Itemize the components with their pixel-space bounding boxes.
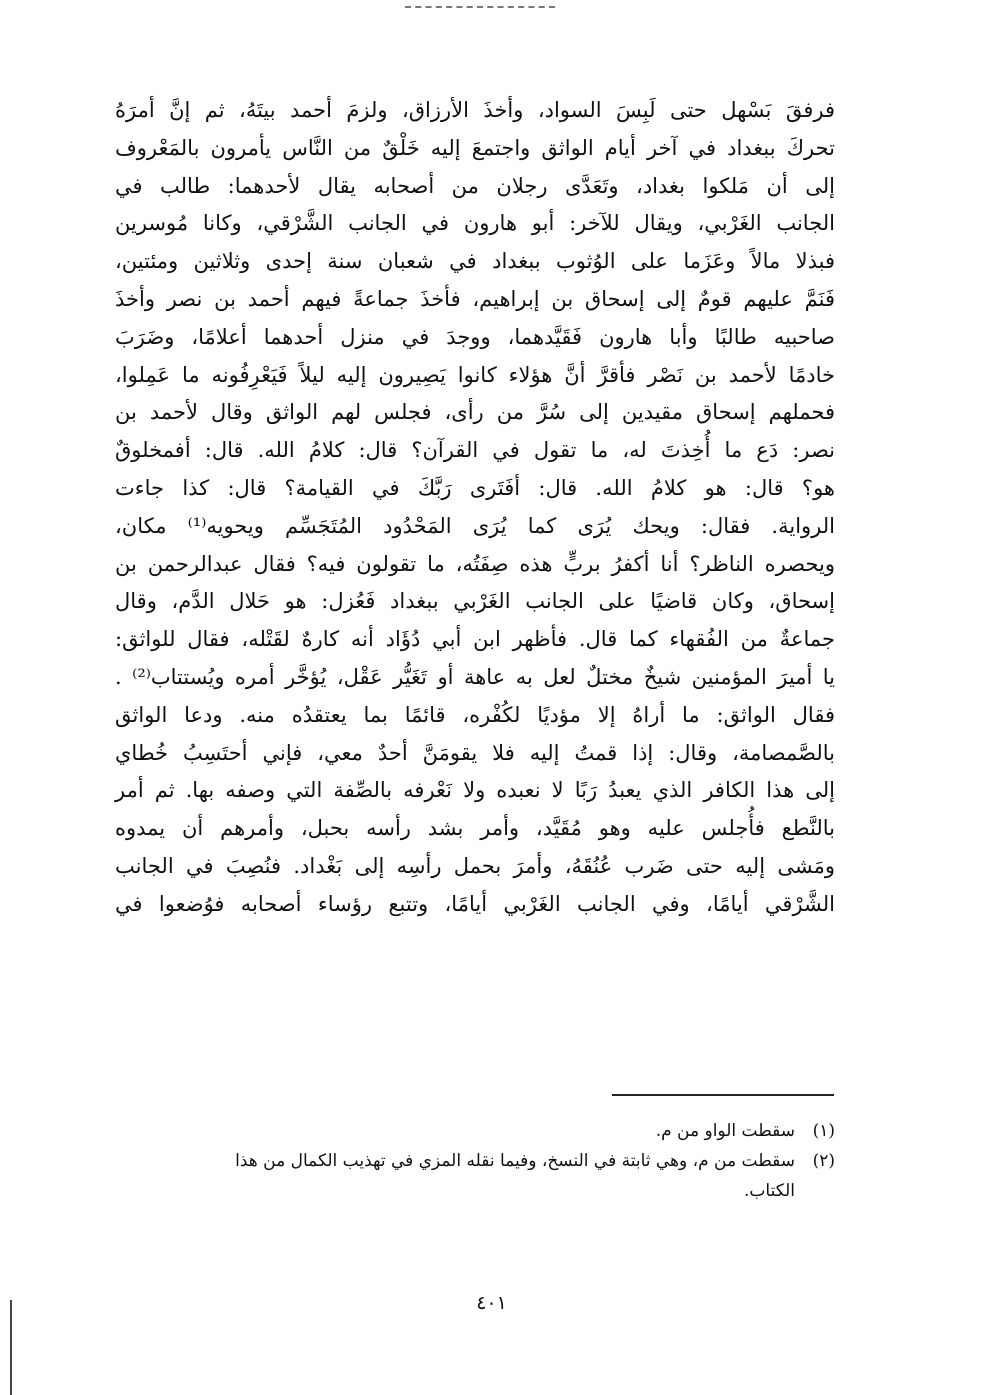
text-line: إلى هذا الكافر الذي يعبدُ رَبًا لا نعبده ولا نَعْرفه بالصِّفة التي وصفه بها. ثم أمر [115, 778, 835, 803]
text-line: بالصَّمصامة، وقال: إذا قمتُ إليه فلا يقومَنَّ أحدٌ معي، فإني أحتَسِبُ خُطاي [115, 740, 835, 765]
text-line: ومَشى إليه حتى ضَرب عُنُقَهُ، وأمرَ بحمل رأسِه إلى بَغْداد. فنُصِبَ في الجانب [115, 853, 835, 878]
text-line: الجانب الغَرْبي، ويقال للآخر: أبو هارون في الجانب الشَّرْقي، وكانا مُوسرين [115, 211, 835, 236]
footnotes [115, 1116, 835, 1206]
text-line: نصر: دَع ما أُخِذتَ له، ما تقول في القرآن؟ قال: كلامُ الله. قال: أفمخلوقٌ [115, 438, 835, 463]
text-line: تحركَ ببغداد في آخر أيام الواثق واجتمعَ إليه خَلْقٌ من النَّاس يأمرون بالمَعْروف [115, 135, 835, 160]
footnote-2 [115, 1146, 835, 1176]
main-text-block [115, 92, 835, 924]
text-line: الشَّرْقي أيامًا، وفي الجانب الغَرْبي أيامًا، وتتبع رؤساء أصحابه فوُضعوا في [115, 891, 835, 916]
footnote-separator [612, 1094, 834, 1096]
text-line: بالنَّطع فأُجلس عليه وهو مُقَيَّد، وأمر بشد رأسه بحبل، وأمرهم أن يمدوه [115, 816, 835, 841]
page-number: ٤٠١ [476, 1292, 507, 1314]
text-line: ويحصره الناظر؟ أنا أكفرُ بربٍّ هذه صِفَتُه، ما تقولون فيه؟ فقال عبدالرحمن بن [115, 551, 835, 576]
footnote-text: سقطت الواو من م. [655, 1121, 795, 1141]
text-line: فقال الواثق: ما أراهُ إلا مؤديًا لكُفْره، قائمًا بما يعتقدُه منه. ودعا الواثق [115, 702, 835, 727]
footnote-2-continuation: الكتاب. [743, 1181, 795, 1201]
text-line: صاحبيه طالبًا وأبا هارون فَقَيَّدهما، ووجدَ في منزل أحدهما أعلامًا، وضَرَبَ [115, 324, 835, 349]
text-line: إلى أن مَلكوا بغداد، وتَعَدَّى رجلان من أصحابه يقال لأحدهما: طالب في [115, 173, 835, 198]
text-line: فَنَمَّ عليهم قومٌ إلى إسحاق بن إبراهيم، فأخذَ جماعةً فيهم أحمد بن نصر وأخذَ [115, 286, 835, 311]
text-line: خادمًا لأحمد بن نَصْر فأقرَّ أنَّ هؤلاء كانوا يَصِيرون إليه ليلاً فَيَعْرِفُونه ما عَمِلوا، [115, 362, 835, 387]
text-line: يا أميرَ المؤمنين شيخٌ مختلٌ لعل به عاهة أو تَغَيُّر عَقْل، يُؤخَّر أمره ويُستتاب⁽²⁾ . [115, 664, 835, 689]
text-line: إسحاق، وكان قاضيًا على الجانب الغَرْبي ببغداد فَعُزل: هو حَلال الدَّم، وقال [115, 589, 835, 614]
text-line: جماعةٌ من الفُقهاء كما قال. فأظهر ابن أبي دُؤَاد أنه كارهٌ لقَتْله، فقال للواثق: [115, 627, 835, 652]
text-line: الرواية. فقال: ويحك يُرَى كما يُرَى المَحْدُود المُتَجَسِّم ويحويه⁽¹⁾ مكان، [115, 513, 835, 538]
top-header-rule [405, 6, 555, 8]
footnote-number: (١) [812, 1121, 835, 1141]
page-edge-line [10, 1300, 12, 1395]
text-line: فبذلا مالاً وعَزَما على الوُثوب ببغداد في شعبان سنة إحدى وثلاثين ومئتين، [115, 249, 835, 274]
footnote-number: (٢) [812, 1151, 835, 1171]
footnote-1 [115, 1116, 835, 1146]
text-line: فحملهم إسحاق مقيدين إلى سُرَّ من رأى، فجلس لهم الواثق وقال لأحمد بن [115, 400, 835, 425]
footnote-text: سقطت من م، وهي ثابتة في النسخ، وفيما نقله المزي في تهذيب الكمال من هذا [235, 1151, 795, 1171]
text-line: فرفقَ بَسْهل حتى لَبِسَ السواد، وأخذَ الأرزاق، ولزمَ أحمد بيتَهُ، ثم إنَّ أمرَهُ [115, 98, 835, 122]
text-line: هو؟ قال: هو كلامُ الله. قال: أفَتَرى رَبَّكَ في القيامة؟ قال: كذا جاءت [115, 475, 835, 500]
